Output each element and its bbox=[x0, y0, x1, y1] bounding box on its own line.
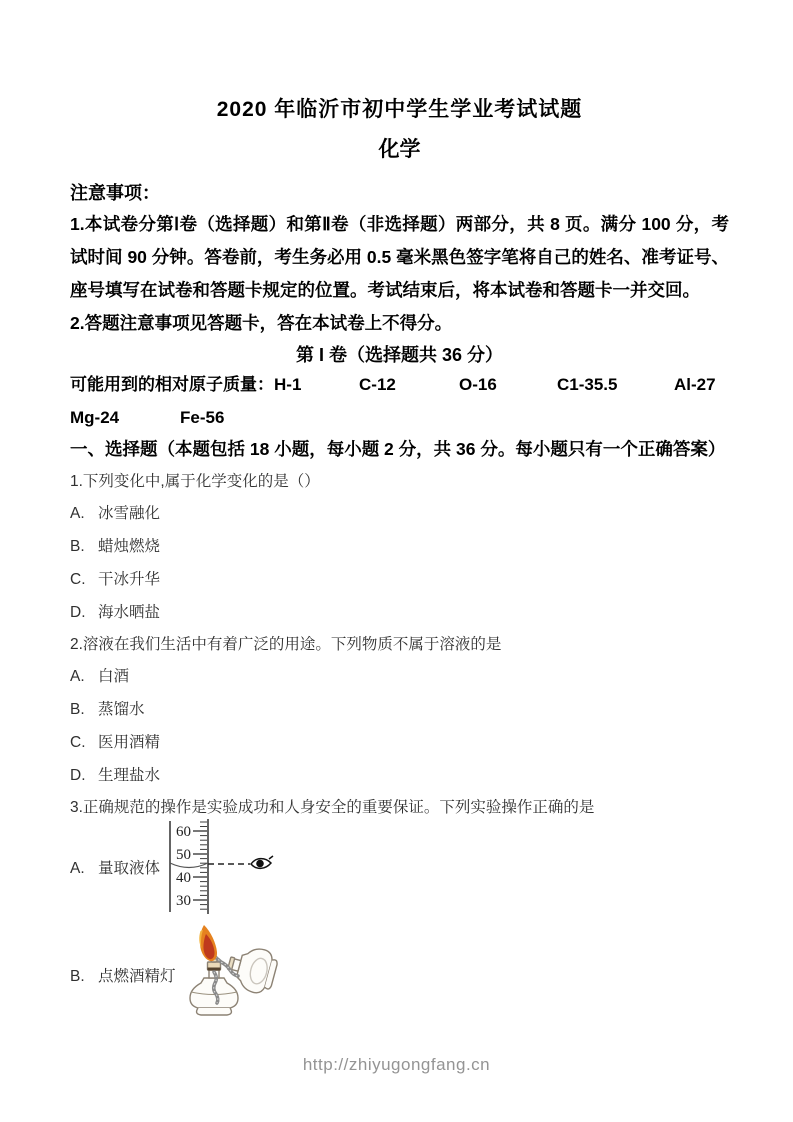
atomic-mass-o: O-16 bbox=[459, 375, 497, 394]
option-letter: B. bbox=[70, 538, 85, 555]
question-2-text: 2.溶液在我们生活中有着广泛的用途。下列物质不属于溶液的是 bbox=[70, 636, 502, 653]
option-a-label bbox=[70, 856, 160, 878]
flame-icon bbox=[199, 925, 217, 961]
atomic-mass-h: H-1 bbox=[274, 375, 302, 394]
question-3-text: 3.正确规范的操作是实验成功和人身安全的重要保证。下列实验操作正确的是 bbox=[70, 799, 595, 816]
graduated-cylinder-figure bbox=[160, 819, 278, 914]
cylinder-tick-50: 50 bbox=[176, 847, 192, 863]
subject-title: 化学 bbox=[378, 138, 421, 161]
atomic-mass-fe: Fe-56 bbox=[180, 408, 225, 427]
question-2-option-c bbox=[70, 733, 729, 753]
notices-heading: 注意事项： bbox=[70, 183, 160, 203]
multiple-choice-heading: 一、选择题（本题包括 18 小题，每小题 2 分，共 36 分。每小题只有一个正确答案） bbox=[70, 439, 726, 459]
question-3-option-b bbox=[70, 922, 729, 1028]
atomic-mass-row-2 bbox=[70, 407, 729, 428]
question-block-3 bbox=[70, 798, 729, 1028]
question-1-text: 1.下列变化中,属于化学变化的是（） bbox=[70, 473, 320, 490]
notices-section bbox=[70, 182, 729, 340]
volume-heading: 第 I 卷（选择题共 36 分） bbox=[295, 345, 504, 365]
notice-item-2: 2.答题注意事项见答题卡，答在本试卷上不得分。 bbox=[70, 313, 453, 333]
page-title: 2020 年临沂市初中学生学业考试试题 bbox=[216, 98, 583, 121]
option-letter: A. bbox=[70, 859, 85, 877]
option-letter: B. bbox=[70, 968, 85, 985]
question-2-option-b bbox=[70, 700, 729, 720]
cylinder-tick-30: 30 bbox=[176, 893, 192, 909]
atomic-mass-label: 可能用到的相对原子质量： bbox=[70, 375, 274, 394]
option-text: 蒸馏水 bbox=[98, 701, 145, 718]
option-text: 蜡烛燃烧 bbox=[98, 538, 161, 555]
alcohol-lamp-figure bbox=[184, 922, 294, 1028]
atomic-mass-al: Al-27 bbox=[674, 375, 716, 394]
option-letter: B. bbox=[70, 701, 85, 718]
option-letter: D. bbox=[70, 604, 86, 621]
atomic-mass-cl: C1-35.5 bbox=[557, 375, 618, 394]
option-letter: D. bbox=[70, 767, 86, 784]
question-1-option-d bbox=[70, 603, 729, 623]
option-text: 点燃酒精灯 bbox=[98, 968, 176, 985]
observer-eye-icon bbox=[251, 856, 273, 868]
question-2-option-a bbox=[70, 667, 729, 687]
option-letter: C. bbox=[70, 734, 86, 751]
option-text: 白酒 bbox=[98, 668, 130, 685]
option-text: 医用酒精 bbox=[98, 734, 161, 751]
option-b-label bbox=[70, 964, 176, 986]
option-letter: A. bbox=[70, 505, 85, 522]
question-1-option-a bbox=[70, 504, 729, 524]
question-2-option-d bbox=[70, 766, 729, 786]
question-1-option-c bbox=[70, 570, 729, 590]
notice-item-1: 1.本试卷分第Ⅰ卷（选择题）和第Ⅱ卷（非选择题）两部分，共 8 页。满分 100 分，考试时间 90 分钟。答卷前，考生务必用 0.5 毫米黑色签字笔将自己的姓名、准考证号、座号填写在试卷和答题卡规定的位置。考试结束后，将本试卷和答题卡一并交回。 bbox=[70, 214, 729, 300]
option-text: 冰雪融化 bbox=[98, 505, 161, 522]
option-text: 海水晒盐 bbox=[98, 604, 161, 621]
option-text: 生理盐水 bbox=[98, 767, 161, 784]
atomic-mass-row-1 bbox=[70, 374, 729, 395]
cylinder-tick-40: 40 bbox=[176, 870, 192, 886]
atomic-mass-mg: Mg-24 bbox=[70, 408, 120, 427]
option-text: 量取液体 bbox=[98, 859, 161, 877]
option-letter: A. bbox=[70, 668, 85, 685]
question-1-option-b bbox=[70, 537, 729, 557]
question-3-option-a bbox=[70, 819, 729, 914]
question-block-1 bbox=[70, 472, 729, 623]
option-letter: C. bbox=[70, 571, 86, 588]
option-text: 干冰升华 bbox=[98, 571, 161, 588]
watermark-url: http://zhiyugongfang.cn bbox=[302, 1055, 491, 1074]
atomic-mass-c: C-12 bbox=[359, 375, 396, 394]
question-block-2 bbox=[70, 635, 729, 786]
cylinder-tick-60: 60 bbox=[176, 824, 192, 840]
